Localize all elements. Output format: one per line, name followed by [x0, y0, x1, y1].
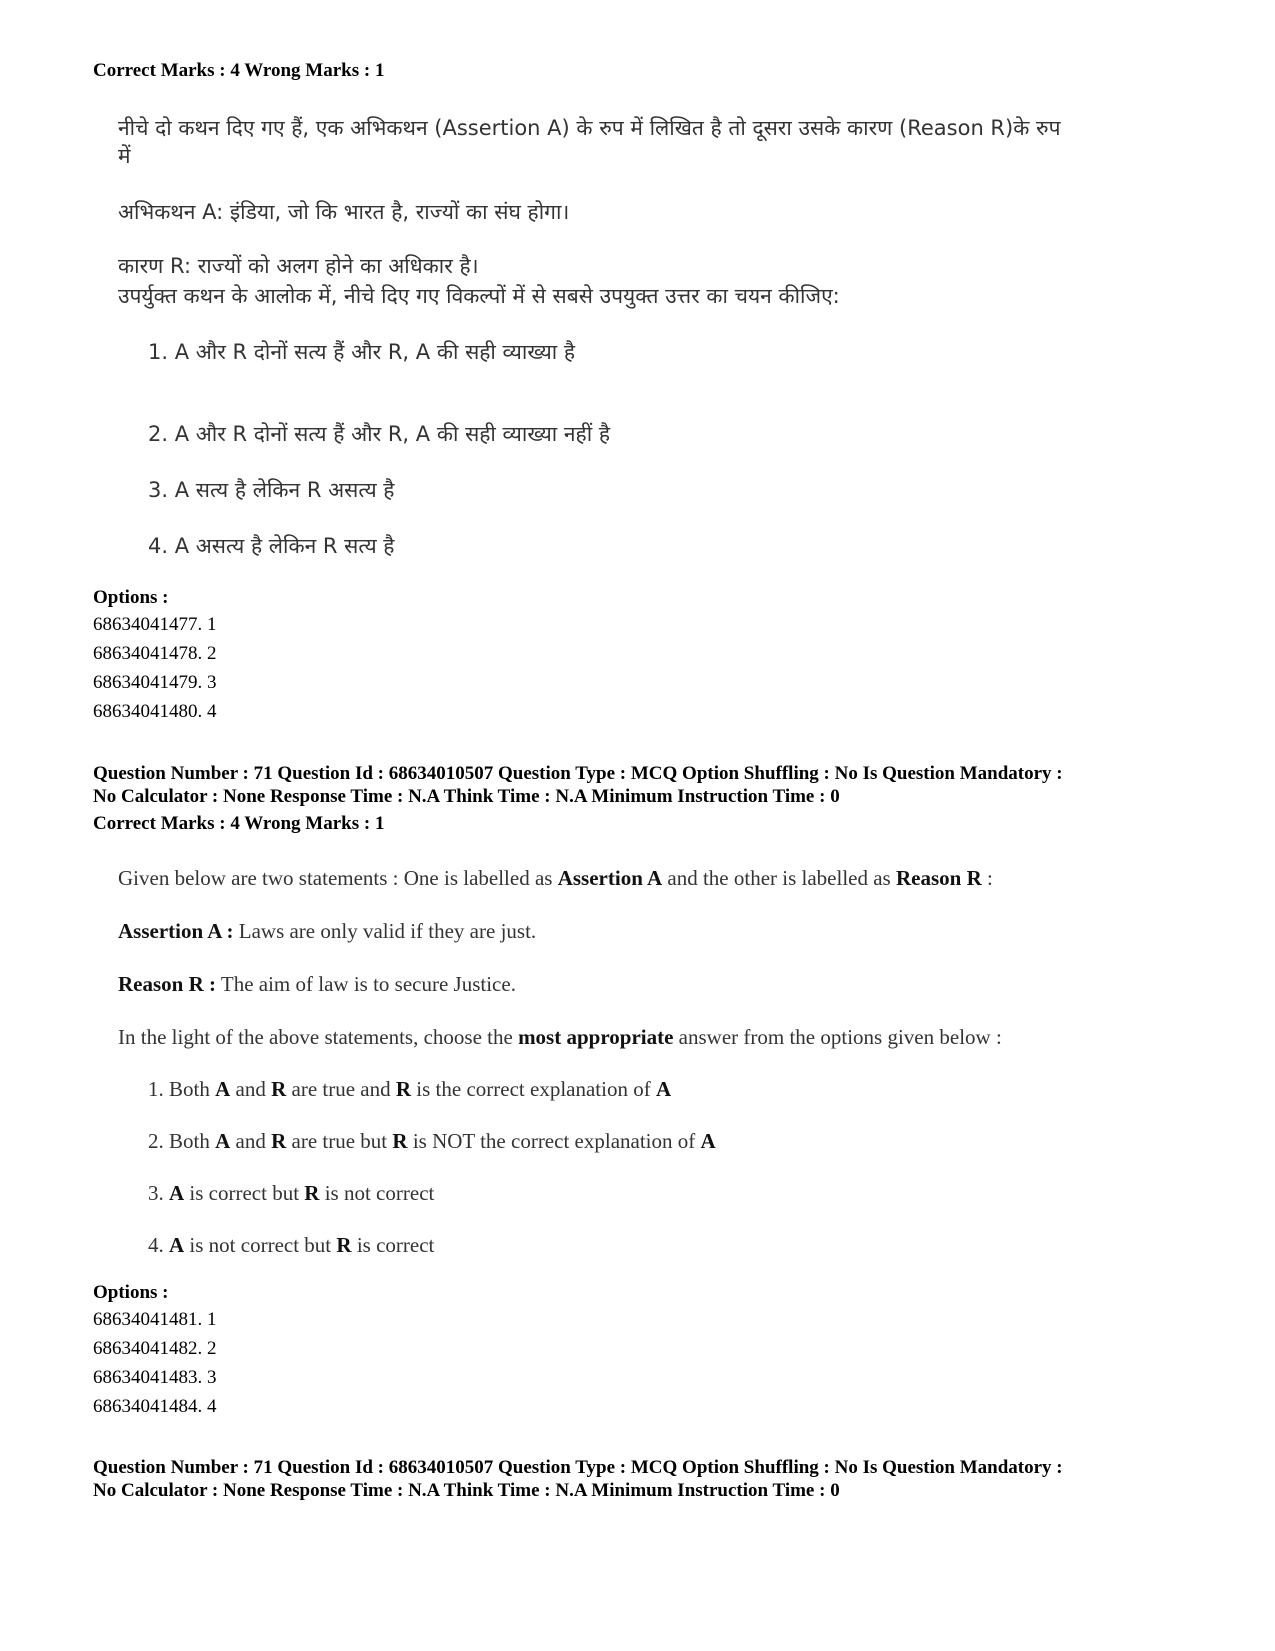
q70-choice-2: 2. A और R दोनों सत्य हैं और R, A की सही व्याख्या नहीं है [148, 422, 610, 446]
q72-header-line1: Question Number : 71 Question Id : 68634010507 Question Type : MCQ Option Shuffling : No Is Question Mandatory : [93, 1457, 1063, 1478]
q71-option-4: 68634041484. 4 [93, 1396, 217, 1417]
q70-marks: Correct Marks : 4 Wrong Marks : 1 [93, 60, 385, 81]
q71-assertion: Assertion A : Laws are only valid if they are just. [118, 919, 537, 943]
q71-instruction: In the light of the above statements, choose the most appropriate answer from the options given below : [118, 1025, 1002, 1049]
q70-reason: कारण R: राज्यों को अलग होने का अधिकार है। [118, 254, 479, 278]
q71-header-line2: No Calculator : None Response Time : N.A Think Time : N.A Minimum Instruction Time : 0 [93, 786, 840, 807]
q70-option-3: 68634041479. 3 [93, 672, 217, 693]
q70-choice-4: 4. A असत्य है लेकिन R सत्य है [148, 534, 395, 558]
q70-option-4: 68634041480. 4 [93, 701, 217, 722]
q70-option-1: 68634041477. 1 [93, 614, 217, 635]
q70-intro-line2: में [118, 144, 131, 168]
q70-instruction: उपर्युक्त कथन के आलोक में, नीचे दिए गए विकल्पों में से सबसे उपयुक्त उत्तर का चयन कीजिए: [118, 284, 840, 308]
q71-option-2: 68634041482. 2 [93, 1338, 217, 1359]
q71-header-line1: Question Number : 71 Question Id : 68634010507 Question Type : MCQ Option Shuffling : No Is Question Mandatory : [93, 763, 1063, 784]
q71-choice-2: 2. Both A and R are true but R is NOT the correct explanation of A [148, 1129, 716, 1153]
q71-options-label: Options : [93, 1282, 169, 1303]
q71-intro: Given below are two statements : One is labelled as Assertion A and the other is labelled as Reason R : [118, 866, 993, 890]
q70-options-list [93, 610, 217, 726]
q70-choice-3: 3. A सत्य है लेकिन R असत्य है [148, 478, 395, 502]
q70-intro-line1: नीचे दो कथन दिए गए हैं, एक अभिकथन (Assertion A) के रुप में लिखित है तो दूसरा उसके कारण (Reason R)के रुप [118, 116, 1061, 140]
q72-header-line2: No Calculator : None Response Time : N.A Think Time : N.A Minimum Instruction Time : 0 [93, 1480, 840, 1501]
q71-marks: Correct Marks : 4 Wrong Marks : 1 [93, 813, 385, 834]
q71-choice-4: 4. A is not correct but R is correct [148, 1233, 435, 1257]
q70-assertion: अभिकथन A: इंडिया, जो कि भारत है, राज्यों का संघ होगा। [118, 200, 570, 224]
q71-reason: Reason R : The aim of law is to secure Justice. [118, 972, 516, 996]
q71-options-list [93, 1305, 217, 1421]
q71-option-1: 68634041481. 1 [93, 1309, 217, 1330]
q71-choice-3: 3. A is correct but R is not correct [148, 1181, 435, 1205]
q70-option-2: 68634041478. 2 [93, 643, 217, 664]
q71-option-3: 68634041483. 3 [93, 1367, 217, 1388]
q71-choice-1: 1. Both A and R are true and R is the correct explanation of A [148, 1077, 672, 1101]
q70-options-label: Options : [93, 587, 169, 608]
q70-choice-1: 1. A और R दोनों सत्य हैं और R, A की सही व्याख्या है [148, 340, 576, 364]
